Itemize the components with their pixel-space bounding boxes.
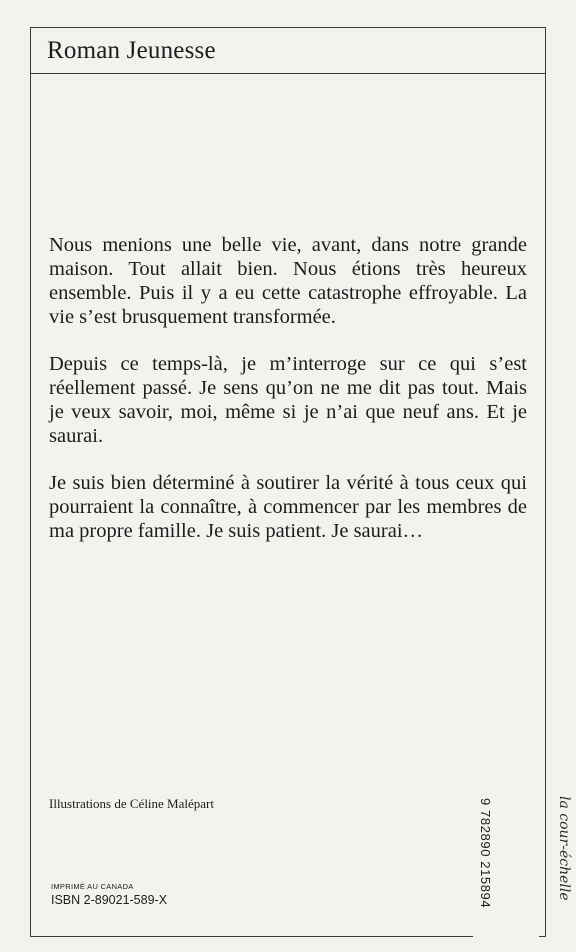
isbn-label: ISBN 2-89021-589-X [51,893,168,907]
back-cover-blurb [49,233,527,566]
series-title: Roman Jeunesse [47,37,216,64]
back-cover-frame [30,27,546,937]
blurb-paragraph: Je suis bien déterminé à soutirer la vérité à tous ceux qui pourraient la connaître, à commencer par les membres de ma propre famille. Je suis patient. Je saurai… [49,472,527,542]
handwritten-publisher-note: la cour-échelle [556,796,572,901]
printed-in-label: IMPRIMÉ AU CANADA [51,882,134,891]
illustrator-credit: Illustrations de Céline Malépart [49,796,214,811]
barcode [473,798,539,940]
series-header [31,28,545,74]
barcode-digits: 9 782890 215894 [478,798,493,909]
blurb-paragraph: Depuis ce temps-là, je m’interroge sur ce qui s’est réellement passé. Je sens qu’on ne me dit pas tout. Mais je veux savoir, moi, même si je n’ai que neuf ans. Et je saurai. [49,353,527,447]
blurb-paragraph: Nous menions une belle vie, avant, dans notre grande maison. Tout allait bien. Nous étions très heureux ensemble. Puis il y a eu cette catastrophe effroyable. La vie s’est brusquement transformée. [49,234,527,328]
